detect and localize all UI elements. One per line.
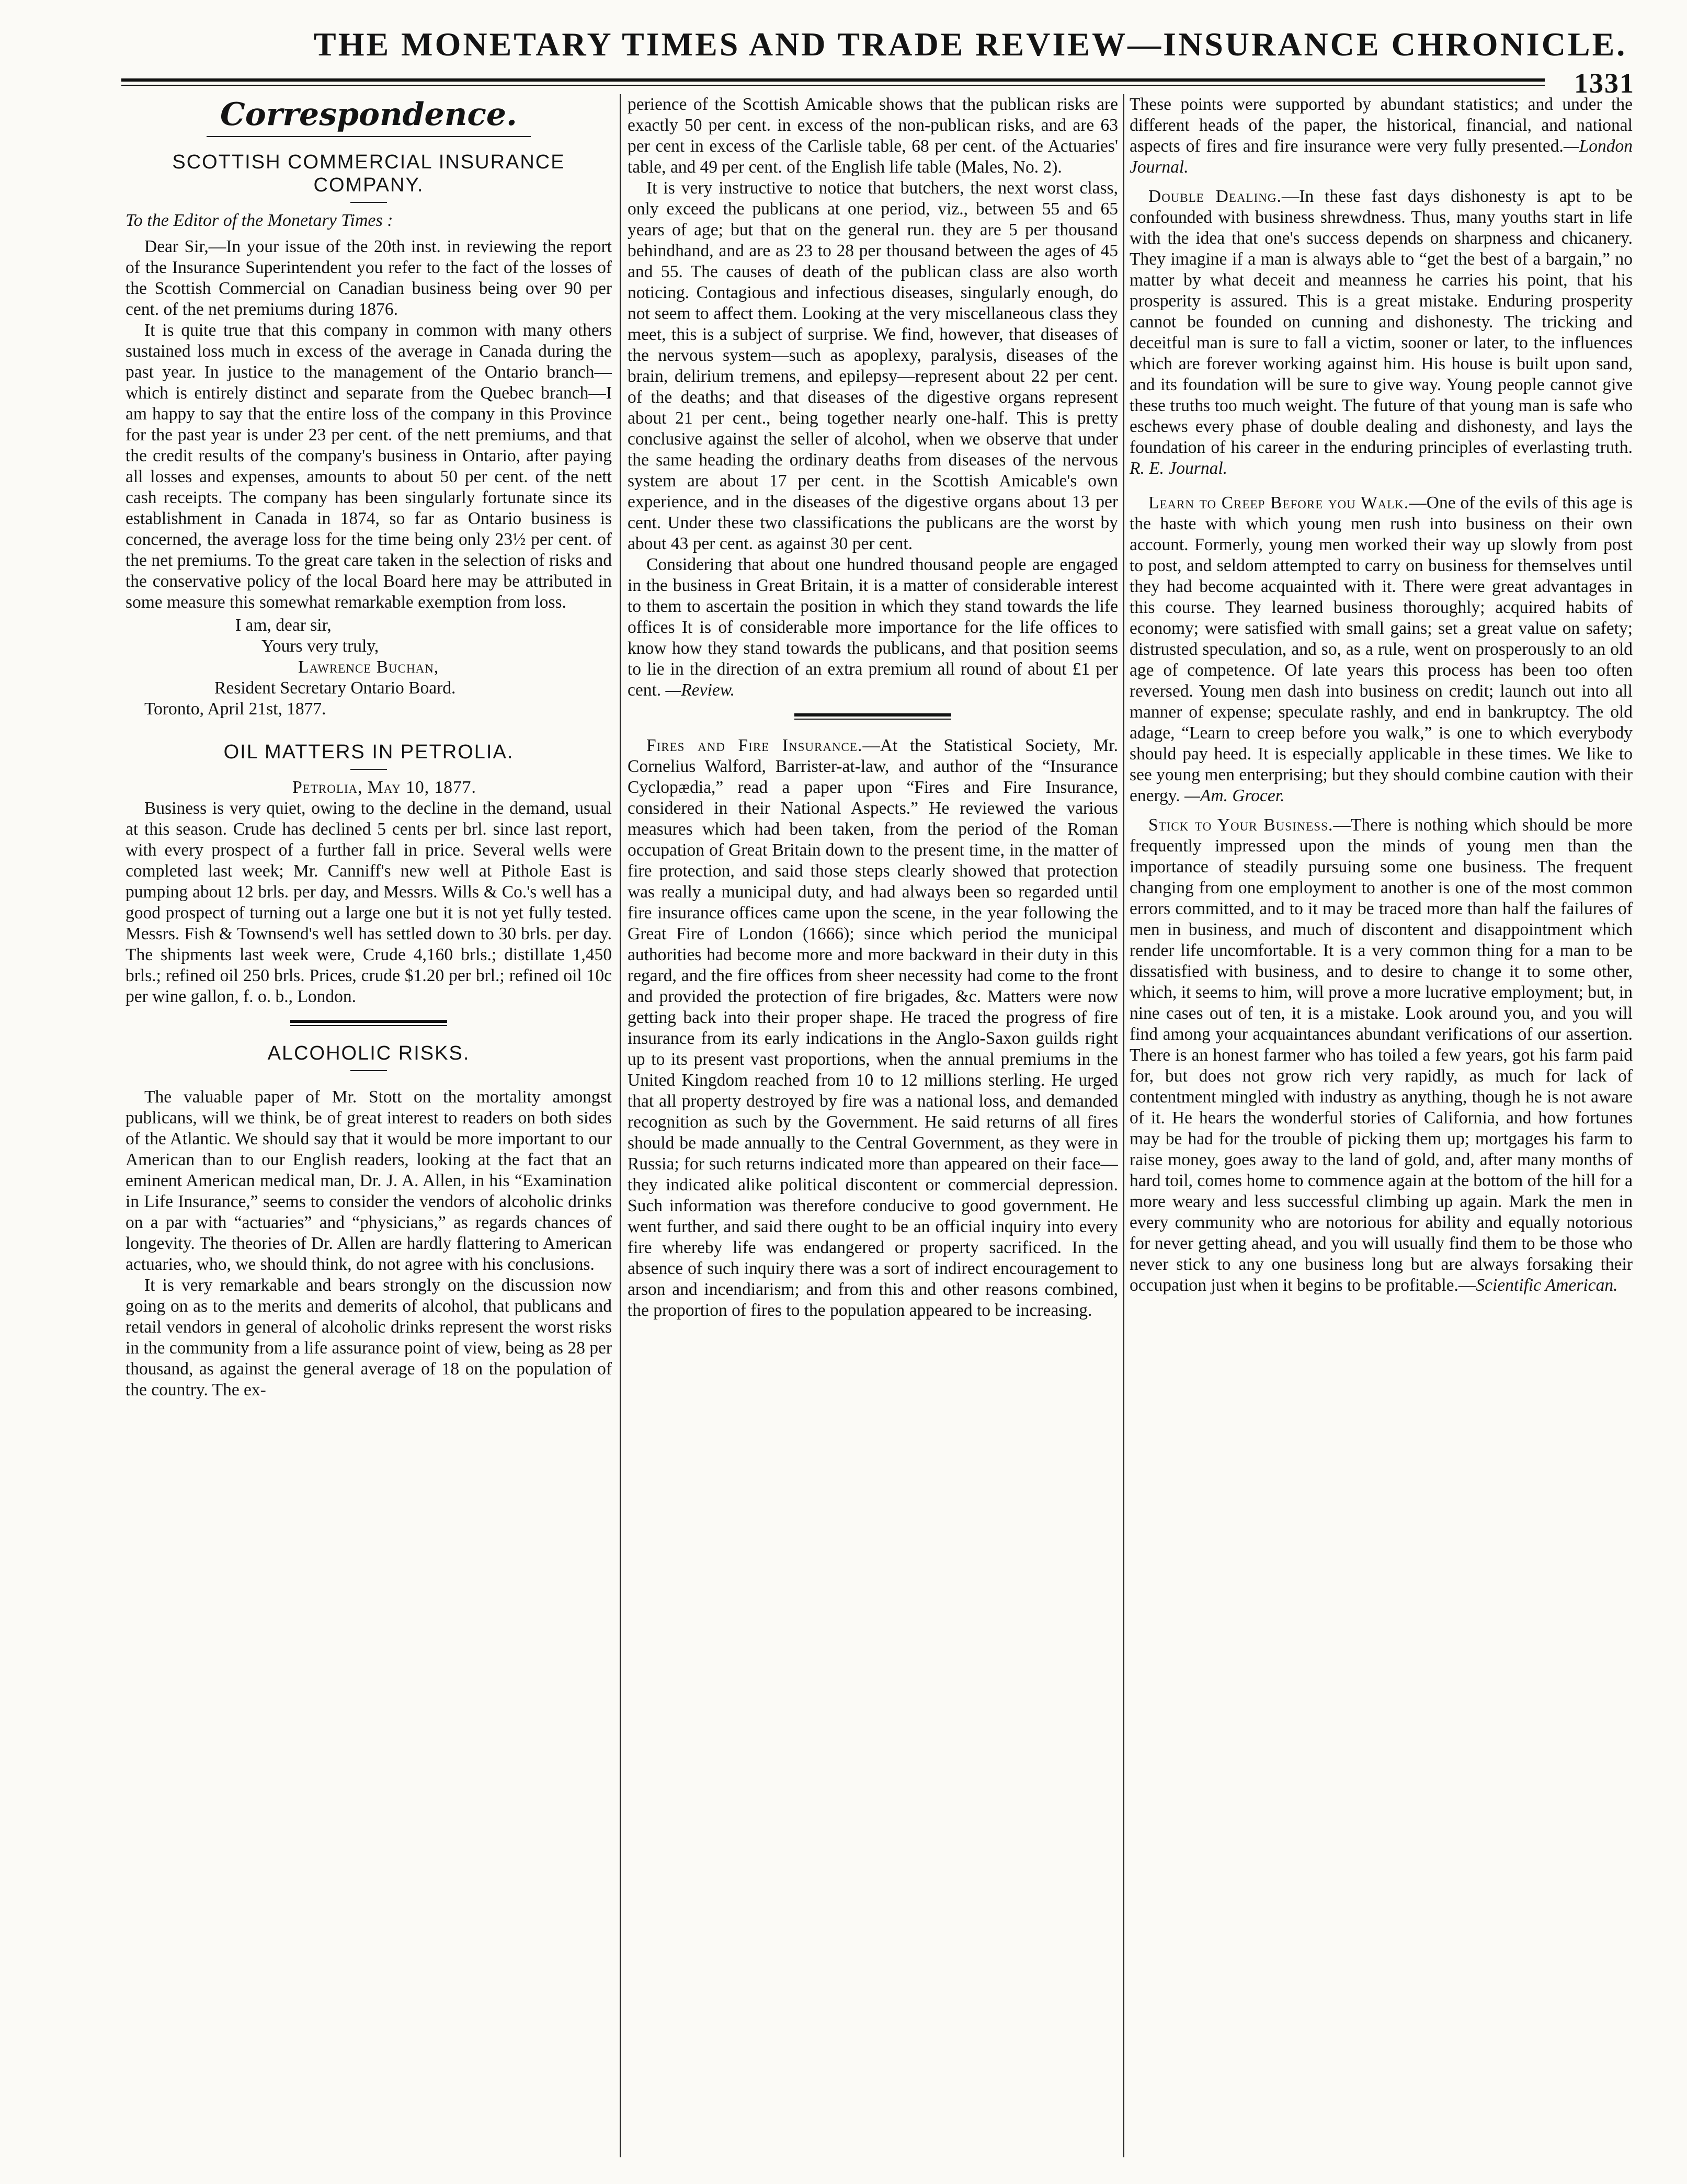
paragraph-text: These points were supported by abundant statistics; and under the different heads of the paper, the historical, financial, and national aspects of fires and fire insurance were very fully presented.	[1130, 95, 1633, 156]
paragraph	[1130, 94, 1633, 178]
paragraph: The valuable paper of Mr. Stott on the mortality amongst publicans, will we think, be of great interest to readers on both sides of the Atlantic. We should say that it would be more important to our American than to our English readers, looking at the fact that an eminent American medical man, Dr. J. A. Allen, in his “Examination in Life Insurance,” seems to consider the vendors of alcoholic drinks on a par with “actuaries” and “physicians,” as regards chances of longevity. The theories of Dr. Allen are hardly flattering to American actuaries, who, we should think, do not agree with his conclusions.	[126, 1087, 612, 1274]
paragraph	[1130, 815, 1633, 1296]
run-in-heading: Stick to Your Business.	[1148, 815, 1333, 835]
ornamental-rule	[207, 136, 531, 137]
paragraph-text: Considering that about one hundred thousand people are engaged in the business in Great Britain, it is a matter of considerable interest to them to ascertain the position in which they stand towards the life offices It is of considerable more importance for the life offices to know how they stand towards the publicans, and that position seems to lie in the direction of an extra premium all round of about £1 per cent.	[628, 555, 1118, 700]
paragraph: It is very remarkable and bears strongly on the discussion now going on as to the merits and demerits of alcohol, that publicans and retail vendors in general of alcoholic drinks represent the worst risks in the community from a life assurance point of view, being as 28 per thousand, as against the general average of 18 on the population of the country. The ex-	[126, 1276, 612, 1400]
signatory-name: Lawrence Buchan,	[298, 657, 439, 677]
page-number: 1331	[1574, 67, 1635, 99]
source-credit: —Am. Grocer.	[1184, 786, 1285, 805]
masthead	[120, 19, 1635, 99]
divider	[350, 769, 387, 770]
column-3	[1130, 94, 1633, 2165]
article-heading-alcoholic: ALCOHOLIC RISKS.	[267, 1042, 470, 1064]
sign-off: Yours very truly,	[261, 636, 379, 656]
column-1	[126, 94, 612, 2165]
salutation: To the Editor of the Monetary Times :	[126, 211, 393, 230]
article-heading-oil: OIL MATTERS IN PETROLIA.	[223, 741, 514, 763]
sign-off: I am, dear sir,	[235, 616, 332, 635]
paragraph	[628, 735, 1118, 1321]
paragraph: It is quite true that this company in common with many others sustained loss much in excess of the average in Canada during the past year. In justice to the management of the Ontario branch—which is entirely distinct and separate from the Quebec branch—I am happy to say that the entire loss of the company in this Province for the past year is under 23 per cent. of the nett premiums, and that the credit results of the company's business in Ontario, after paying all losses and expenses, amounts to about 50 per cent. of the nett cash receipts. The company has been singularly fortunate since its establishment in Canada in 1874, so far as Ontario business is concerned, the average loss for the time being only 23½ per cent. of the net premiums. To the great care taken in the selection of risks and the conservative policy of the local Board here may be attributed in some measure this somewhat remarkable exemption from loss.	[126, 321, 612, 612]
paragraph: Dear Sir,—In your issue of the 20th inst. in reviewing the report of the Insurance Superintendent you refer to the fact of the losses of the Scottish Commercial on Canadian business being over 90 per cent. of the net premiums during 1876.	[126, 237, 612, 319]
paragraph-text: —One of the evils of this age is the haste with which young men rush into business on their own account. Formerly, young men worked their way up slowly from post to post, and seldom attempted to carry on business for themselves until they had become acquainted with it. There were great advantages in this course. They learned business thoroughly; acquired habits of economy; were satisfied with small gains; set a great value on safety; distrusted speculation, and so, as a rule, went on prosperously to an old age of competence. Of late years this process has been too often reversed. Young men dash into business on credit; launch out into all manner of expense; speculate rashly, and end in bankruptcy. The old adage, “Learn to creep before you walk,” is one to which everybody should pay heed. It is especially applicable in these times. We like to see young men enterprising; but they should combine caution with their energy.	[1130, 493, 1633, 805]
run-in-heading: Double Dealing.	[1148, 187, 1282, 206]
paragraph-text: —There is nothing which should be more frequently impressed upon the minds of young men than the importance of steadily pursuing some one business. The frequent changing from one employment to another is one of the most common errors committed, and to it may be traced more than half the failures of men in business, and much of discontent and disappointment which render life uncomfortable. It is a very common thing for a man to be dissatisfied with business, and to desire to change it to some other, which, it seems to him, will prove a more lucrative employment; but, in nine cases out of ten, it is a mistake. Look around you, and you will find among your acquaintances abundant verifications of our assertion. There is an honest farmer who has toiled a few years, got his farm paid for, but does not grow rich very rapidly, as much for lack of contentment mingled with industry as anything, though he is not aware of it. He hears the wonderful stories of California, and how fortunes may be had for the trouble of picking them up; mortgages his farm to raise money, goes away to the land of gold, and, after many months of hard toil, comes home to commence again at the bottom of the hill for a more weary and less successful climbing up again. Mark the men in every community who are notorious for ability and equally notorious for never getting ahead, and you will usually find them to be those who never stick to any one business long but are always forsaking their occupation just when it begins to be profitable.—	[1130, 815, 1633, 1295]
source-credit: Scientific American.	[1476, 1276, 1618, 1295]
section-rule	[794, 713, 951, 720]
paragraph	[628, 554, 1118, 701]
masthead-title: THE MONETARY TIMES AND TRADE REVIEW—INSURANCE CHRONICLE.	[314, 26, 1627, 63]
paragraph: perience of the Scottish Amicable shows that the publican risks are exactly 50 per cent. in excess of the non-publican risks, and are 63 per cent in excess of the Carlisle table, 68 per cent. of the Actuaries' table, and 49 per cent. of the English life table (Males, No. 2).	[628, 95, 1118, 177]
run-in-heading: Fires and Fire Insurance.	[646, 736, 863, 755]
column-divider	[1123, 94, 1124, 2157]
letter-dateline: Toronto, April 21st, 1877.	[144, 699, 326, 719]
source-credit: —London Journal.	[1130, 136, 1633, 177]
column-2	[628, 94, 1118, 2165]
paragraph	[1130, 493, 1633, 806]
run-in-heading: Learn to Creep Before you Walk.	[1148, 493, 1409, 513]
paragraph: It is very instructive to notice that butchers, the next worst class, only exceed the publicans at one period, viz., between 55 and 65 years of age; but that on the general run. they are 5 per thousand behindhand, and are as 23 to 28 per thousand between the ages of 45 and 55. The causes of death of the publican class are also worth noticing. Contagious and infectious diseases, singularly enough, do not seem to affect them. Looking at the very miscellaneous class they meet, this is a subject of surprise. We find, however, that diseases of the nervous system—such as apoplexy, paralysis, diseases of the brain, delirium tremens, and epilepsy—represent about 22 per cent. of the deaths; and that diseases of the digestive organs represent about 21 per cent., being together nearly one-half. This is pretty conclusive against the seller of alcohol, when we observe that under the same heading the ordinary deaths from diseases of the nervous system are about 17 per cent. in the Scottish Amicable's own experience, and in the diseases of the digestive organs about 13 per cent. Under these two classifications the publicans are the worst by about 43 per cent. as against 30 per cent.	[628, 178, 1118, 553]
paragraph: Business is very quiet, owing to the decline in the demand, usual at this season. Crude has declined 5 cents per brl. since last report, with every prospect of a further fall in price. Several wells were completed last week; Mr. Canniff's new well at Pithole East is pumping about 12 brls. per day, and Messrs. Wills & Co.'s well has a good prospect of turning out a large one but it is not yet fully tested. Messrs. Fish & Townsend's well has settled down to 30 brls. per day. The shipments last week were, Crude 4,160 brls.; distillate 1,450 brls.; refined oil 250 brls. Prices, crude $1.20 per brl.; refined oil 10c per wine gallon, f. o. b., London.	[126, 799, 612, 1006]
section-rule	[290, 1020, 447, 1026]
dateline: Petrolia, May 10, 1877.	[292, 778, 476, 797]
header-rule	[121, 78, 1545, 86]
section-title-correspondence: Correspondence.	[220, 96, 517, 133]
divider	[350, 1070, 387, 1071]
article-heading-scottish: SCOTTISH COMMERCIAL INSURANCE COMPANY.	[172, 151, 565, 196]
column-divider	[620, 94, 621, 2157]
paragraph-text: —In these fast days dishonesty is apt to be confounded with business shrewdness. Thus, many youths start in life with the idea that one's success depends on sharpness and chicanery. They imagine if a man is always able to “get the best of a bargain,” no matter by what deceit and meanness he carries his point, that his prosperity is assured. This is a great mistake. Enduring prosperity cannot be founded on cunning and dishonesty. The tricking and deceitful man is sure to fall a victim, sooner or later, to the influences which are forever working against him. His house is built upon sand, and its foundation will be sure to give way. Young people cannot give these truths too much weight. The future of that young man is safe who eschews every phase of double dealing and dishonesty, and lays the foundation of his career in the enduring principles of everlasting truth.	[1130, 187, 1633, 457]
divider	[350, 202, 387, 203]
source-credit: R. E. Journal.	[1130, 459, 1228, 478]
source-credit: —Review.	[665, 680, 735, 700]
signatory-title: Resident Secretary Ontario Board.	[214, 678, 456, 698]
signature-block	[126, 615, 612, 720]
paragraph-text: —At the Statistical Society, Mr. Cornelius Walford, Barrister-at-law, and author of the “Insurance Cyclopædia,” read a paper upon “Fires and Fire Insurance, considered in their National Aspects.” He reviewed the various measures which had been taken, from the period of the Roman occupation of Great Britain down to the present time, in the matter of fire protection, and said those steps clearly showed that protection was really a municipal duty, and had always been so regarded until fire insurance offices came upon the scene, in the year following the Great Fire of London (1666); since which period the municipal authorities had become more and more backward in their duty in this regard, and the fire offices from sheer necessity had come to the front and provided the protection of fire brigades, &c. Matters were now getting back into their proper shape. He traced the progress of fire insurance from its early indications in the Anglo-Saxon guilds right up to its present vast proportions, when the annual premiums in the United Kingdom reached from 10 to 12 millions sterling. He urged that all property destroyed by fire was a national loss, and demanded recognition as such by the Government. He said returns of all fires should be made annually to the Central Government, as they were in Russia; for such returns indicated more than appeared on their face—they indicated alike political discontent or commercial depression. Such information was therefore conducive to good government. He went further, and said there ought to be an official inquiry into every fire whereby life was endangered or property sacrificed. In the absence of such inquiry there was a sort of indirect encouragement to arson and incendiarism; and from this and other reasons combined, the proportion of fires to the population appeared to be increasing.	[628, 736, 1118, 1320]
paragraph	[1130, 186, 1633, 479]
